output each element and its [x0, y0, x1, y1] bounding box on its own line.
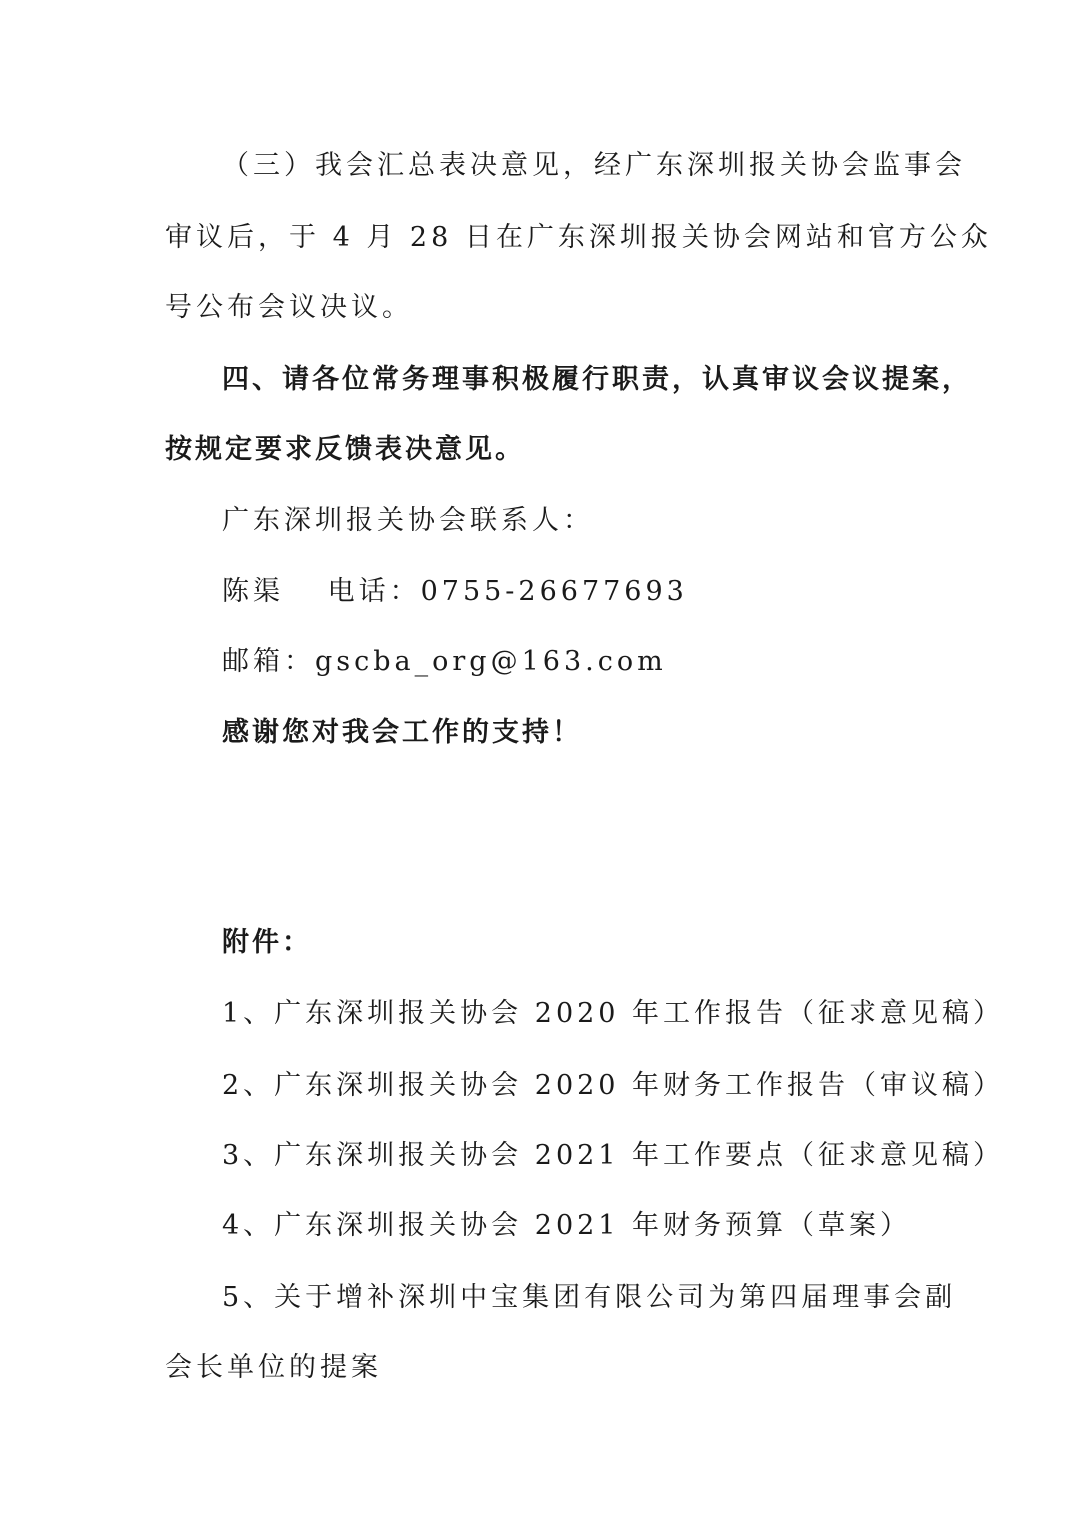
- attachment-item-1: 1、广东深圳报关协会 2020 年工作报告（征求意见稿）: [222, 998, 1005, 1029]
- paragraph-3-line-1: （三）我会汇总表决意见，经广东深圳报关协会监事会: [222, 150, 966, 181]
- thanks-line: 感谢您对我会工作的支持！: [222, 717, 582, 748]
- paragraph-3-line-3: 号公布会议决议。: [165, 292, 413, 323]
- attachment-item-5-line-1: 5、关于增补深圳中宝集团有限公司为第四届理事会副: [222, 1282, 957, 1313]
- attachment-item-2: 2、广东深圳报关协会 2020 年财务工作报告（审议稿）: [222, 1070, 1005, 1101]
- attachment-item-5-line-2: 会长单位的提案: [165, 1352, 382, 1383]
- contact-heading: 广东深圳报关协会联系人：: [222, 505, 594, 536]
- attachment-item-4: 4、广东深圳报关协会 2021 年财务预算（草案）: [222, 1210, 912, 1241]
- section-4-line-1: 四、请各位常务理事积极履行职责，认真审议会议提案，: [222, 364, 972, 395]
- contact-person-phone: 陈渠 电话：0755-26677693: [222, 576, 688, 607]
- section-4-line-2: 按规定要求反馈表决意见。: [165, 434, 525, 465]
- paragraph-3-line-2: 审议后，于 4 月 28 日在广东深圳报关协会网站和官方公众: [165, 222, 992, 253]
- attachment-item-3: 3、广东深圳报关协会 2021 年工作要点（征求意见稿）: [222, 1140, 1005, 1171]
- contact-email: 邮箱：gscba_org@163.com: [222, 646, 667, 677]
- attachments-heading: 附件：: [222, 927, 312, 958]
